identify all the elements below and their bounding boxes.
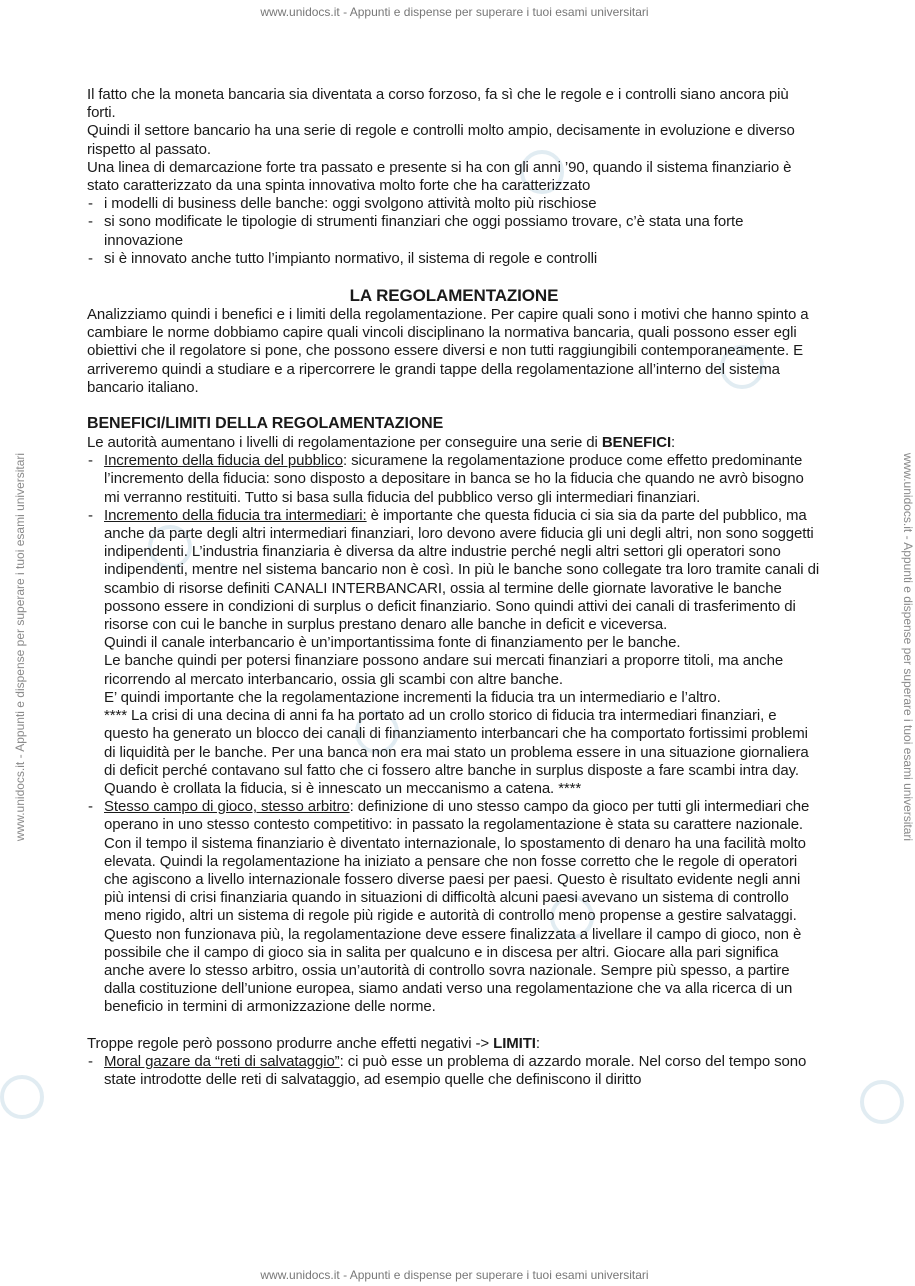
benefits-lead-end: : bbox=[671, 434, 676, 452]
document-page bbox=[87, 86, 821, 1089]
benefit-text: : definizione di uno stesso campo da gioco per tutti gli intermediari che operano in uno stesso contesto competitivo: in passato la regolamentazione è stata su carattere nazionale. Con il tempo il sistema finanziario è diventato internazionale, lo spostamento di denaro ha una facilità molto elevata. Quindi la regolamentazione ha iniziato a pensare che non fosse corretto che le regole di operatori che agiscono a livello internazionale fossero diverse paesi per paesi. Questo è risultato evidente negli anni più intensi di crisi finanziaria quando in situazioni di difficoltà alcuni paesi avevano un sistema di controllo meno rigido, altri un sistema di regole più rigide e autorità di controllo meno propense a gestire salvataggi. Questo non funzionava più, la regolamentazione deve essere finalizzata a livellare il campo di gioco, non è possibile che il campo di gioco sia in salita per qualcuno e in discesa per altri. Giocare alla pari significa anche avere lo stesso arbitro, ossia un’autorità di controllo sovra nazionale. Sempre più spesso, a partire dalla costituzione dell’unione europea, siamo andati verso una regolamentazione che va alla ricerca di un beneficio in termini di armonizzazione delle norme. bbox=[104, 798, 810, 1016]
benefit-title: Stesso campo di gioco, stesso arbitro bbox=[104, 798, 350, 816]
list-item: - si è innovato anche tutto l’impianto normativo, il sistema di regole e controlli bbox=[87, 250, 821, 268]
benefits-lead-text: Le autorità aumentano i livelli di regolamentazione per conseguire una serie di bbox=[87, 434, 602, 452]
list-item bbox=[87, 507, 821, 798]
limits-keyword: LIMITI bbox=[493, 1034, 536, 1052]
left-side-watermark: www.unidocs.it - Appunti e dispense per superare i tuoi esami universitari bbox=[13, 452, 27, 842]
list-item bbox=[87, 452, 821, 507]
intro-list bbox=[87, 195, 821, 268]
benefit-paragraph: **** La crisi di una decina di anni fa ha portato ad un crollo storico di fiducia tra intermediari finanziari, e questo ha generato un blocco dei canali di finanziamento interbancari che ha comportato fortissimi problemi di liquidità per le banche. Per una banca non era mai stato un problema essere in una situazione giornaliera di deficit perché contavano sul fatto che ci fossero altre banche in surplus disposte a fare scambi intra day. Quando è crollata la fiducia, si è innescato un meccanismo a catena. **** bbox=[104, 707, 809, 797]
limits-lead-end: : bbox=[535, 1034, 540, 1052]
limit-title: Moral gazare da “reti di salvataggio” bbox=[104, 1052, 340, 1070]
benefit-paragraph: Quindi il canale interbancario è un’importantissima fonte di finanziamento per le banche. bbox=[104, 634, 681, 652]
benefits-list bbox=[87, 452, 821, 1016]
watermark-logo-icon bbox=[0, 1075, 44, 1119]
benefit-paragraph: Le banche quindi per potersi finanziare possono andare sui mercati finanziari a proporre titoli, ma anche ricorrendo al mercato interbancario, ossia gli scambi con altre banche. bbox=[104, 652, 784, 688]
limits-lead-text: Troppe regole però possono produrre anche effetti negativi -> bbox=[87, 1034, 494, 1052]
section-title-benefici-limiti: BENEFICI/LIMITI DELLA REGOLAMENTAZIONE bbox=[87, 415, 444, 433]
watermark-logo-icon bbox=[860, 1080, 904, 1124]
list-item bbox=[87, 1053, 821, 1089]
intro-paragraph-2: Quindi il settore bancario ha una serie di regole e controlli molto ampio, decisamente in evoluzione e diverso rispetto al passato. bbox=[87, 122, 795, 158]
spacer bbox=[87, 1017, 821, 1035]
section1-body: Analizziamo quindi i benefici e i limiti della regolamentazione. Per capire quali sono i motivi che hanno spinto a cambiare le norme dobbiamo capire quali vincoli disciplinano la normativa bancaria, quali possono esser egli obiettivi che il regolatore si pone, che possono essere diversi e non tutti raggiungibili contemporaneamente. E arriveremo quindi a studiare e a ripercorrere le grandi tappe della regolamentazione all’interno del sistema bancario italiano. bbox=[87, 306, 809, 396]
limit-text: : ci può esse un problema di azzardo morale. Nel corso del tempo sono state introdotte delle reti di salvataggio, ad esempio quelle che definiscono il diritto bbox=[104, 1052, 807, 1088]
benefits-lead bbox=[87, 434, 821, 452]
header-watermark: www.unidocs.it - Appunti e dispense per superare i tuoi esami universitari bbox=[260, 5, 649, 19]
list-item bbox=[87, 798, 821, 1016]
benefits-keyword: BENEFICI bbox=[601, 434, 672, 452]
section-title-regolamentazione: LA REGOLAMENTAZIONE bbox=[349, 286, 559, 306]
intro-paragraph-1: Il fatto che la moneta bancaria sia diventata a corso forzoso, fa sì che le regole e i controlli siano ancora più forti. bbox=[87, 86, 789, 122]
benefit-paragraph: E’ quindi importante che la regolamentazione incrementi la fiducia tra un intermediario e l’altro. bbox=[104, 688, 721, 706]
intro-paragraph-3: Una linea di demarcazione forte tra passato e presente si ha con gli anni ’90, quando il sistema finanziario è stato caratterizzato da una spinta innovativa molto forte che ha caratterizzato bbox=[87, 158, 792, 195]
list-item: - si sono modificate le tipologie di strumenti finanziari che oggi possiamo trovare, c’è stata una forte innovazione bbox=[87, 213, 821, 249]
benefit-text: : sicuramene la regolamentazione produce come effetto predominante l’incremento della fiducia: sono disposto a depositare in banca se ho la fiducia che quando ne avrò bisogno mi verranno restituiti. Tutto si basa sulla fiducia del pubblico verso gli intermediari finanziari. bbox=[104, 452, 804, 506]
limits-list bbox=[87, 1053, 821, 1089]
right-side-watermark: www.unidocs.it - Appunti e dispense per superare i tuoi esami universitari bbox=[901, 452, 915, 842]
benefit-text: è importante che questa fiducia ci sia sia da parte del pubblico, ma anche da parte degli altri intermediari finanziari, loro devono avere fiducia gli uni degli altri, non sono soggetti indipendenti. L’industria finanziaria è diversa da altre industrie perché negli altri settori gli operatori sono indipendenti, mentre nel sistema bancario non è così. In più le banche sono collegate tra loro tramite canali di scambio di risorse definiti CANALI INTERBANCARI, ossia al termine delle giornate lavorative le banche possono essere in condizioni di surplus o deficit finanziario. Sono quindi attivi dei canali di trasferimento di risorse con cui le banche in surplus prestano denaro alle banche in deficit e viceversa. bbox=[104, 506, 820, 634]
list-item: - i modelli di business delle banche: oggi svolgono attività molto più rischiose bbox=[87, 195, 821, 213]
limits-lead bbox=[87, 1035, 821, 1053]
benefit-title: Incremento della fiducia tra intermediari: bbox=[104, 506, 367, 524]
benefit-title: Incremento della fiducia del pubblico bbox=[104, 452, 343, 470]
footer-watermark: www.unidocs.it - Appunti e dispense per superare i tuoi esami universitari bbox=[260, 1268, 649, 1282]
